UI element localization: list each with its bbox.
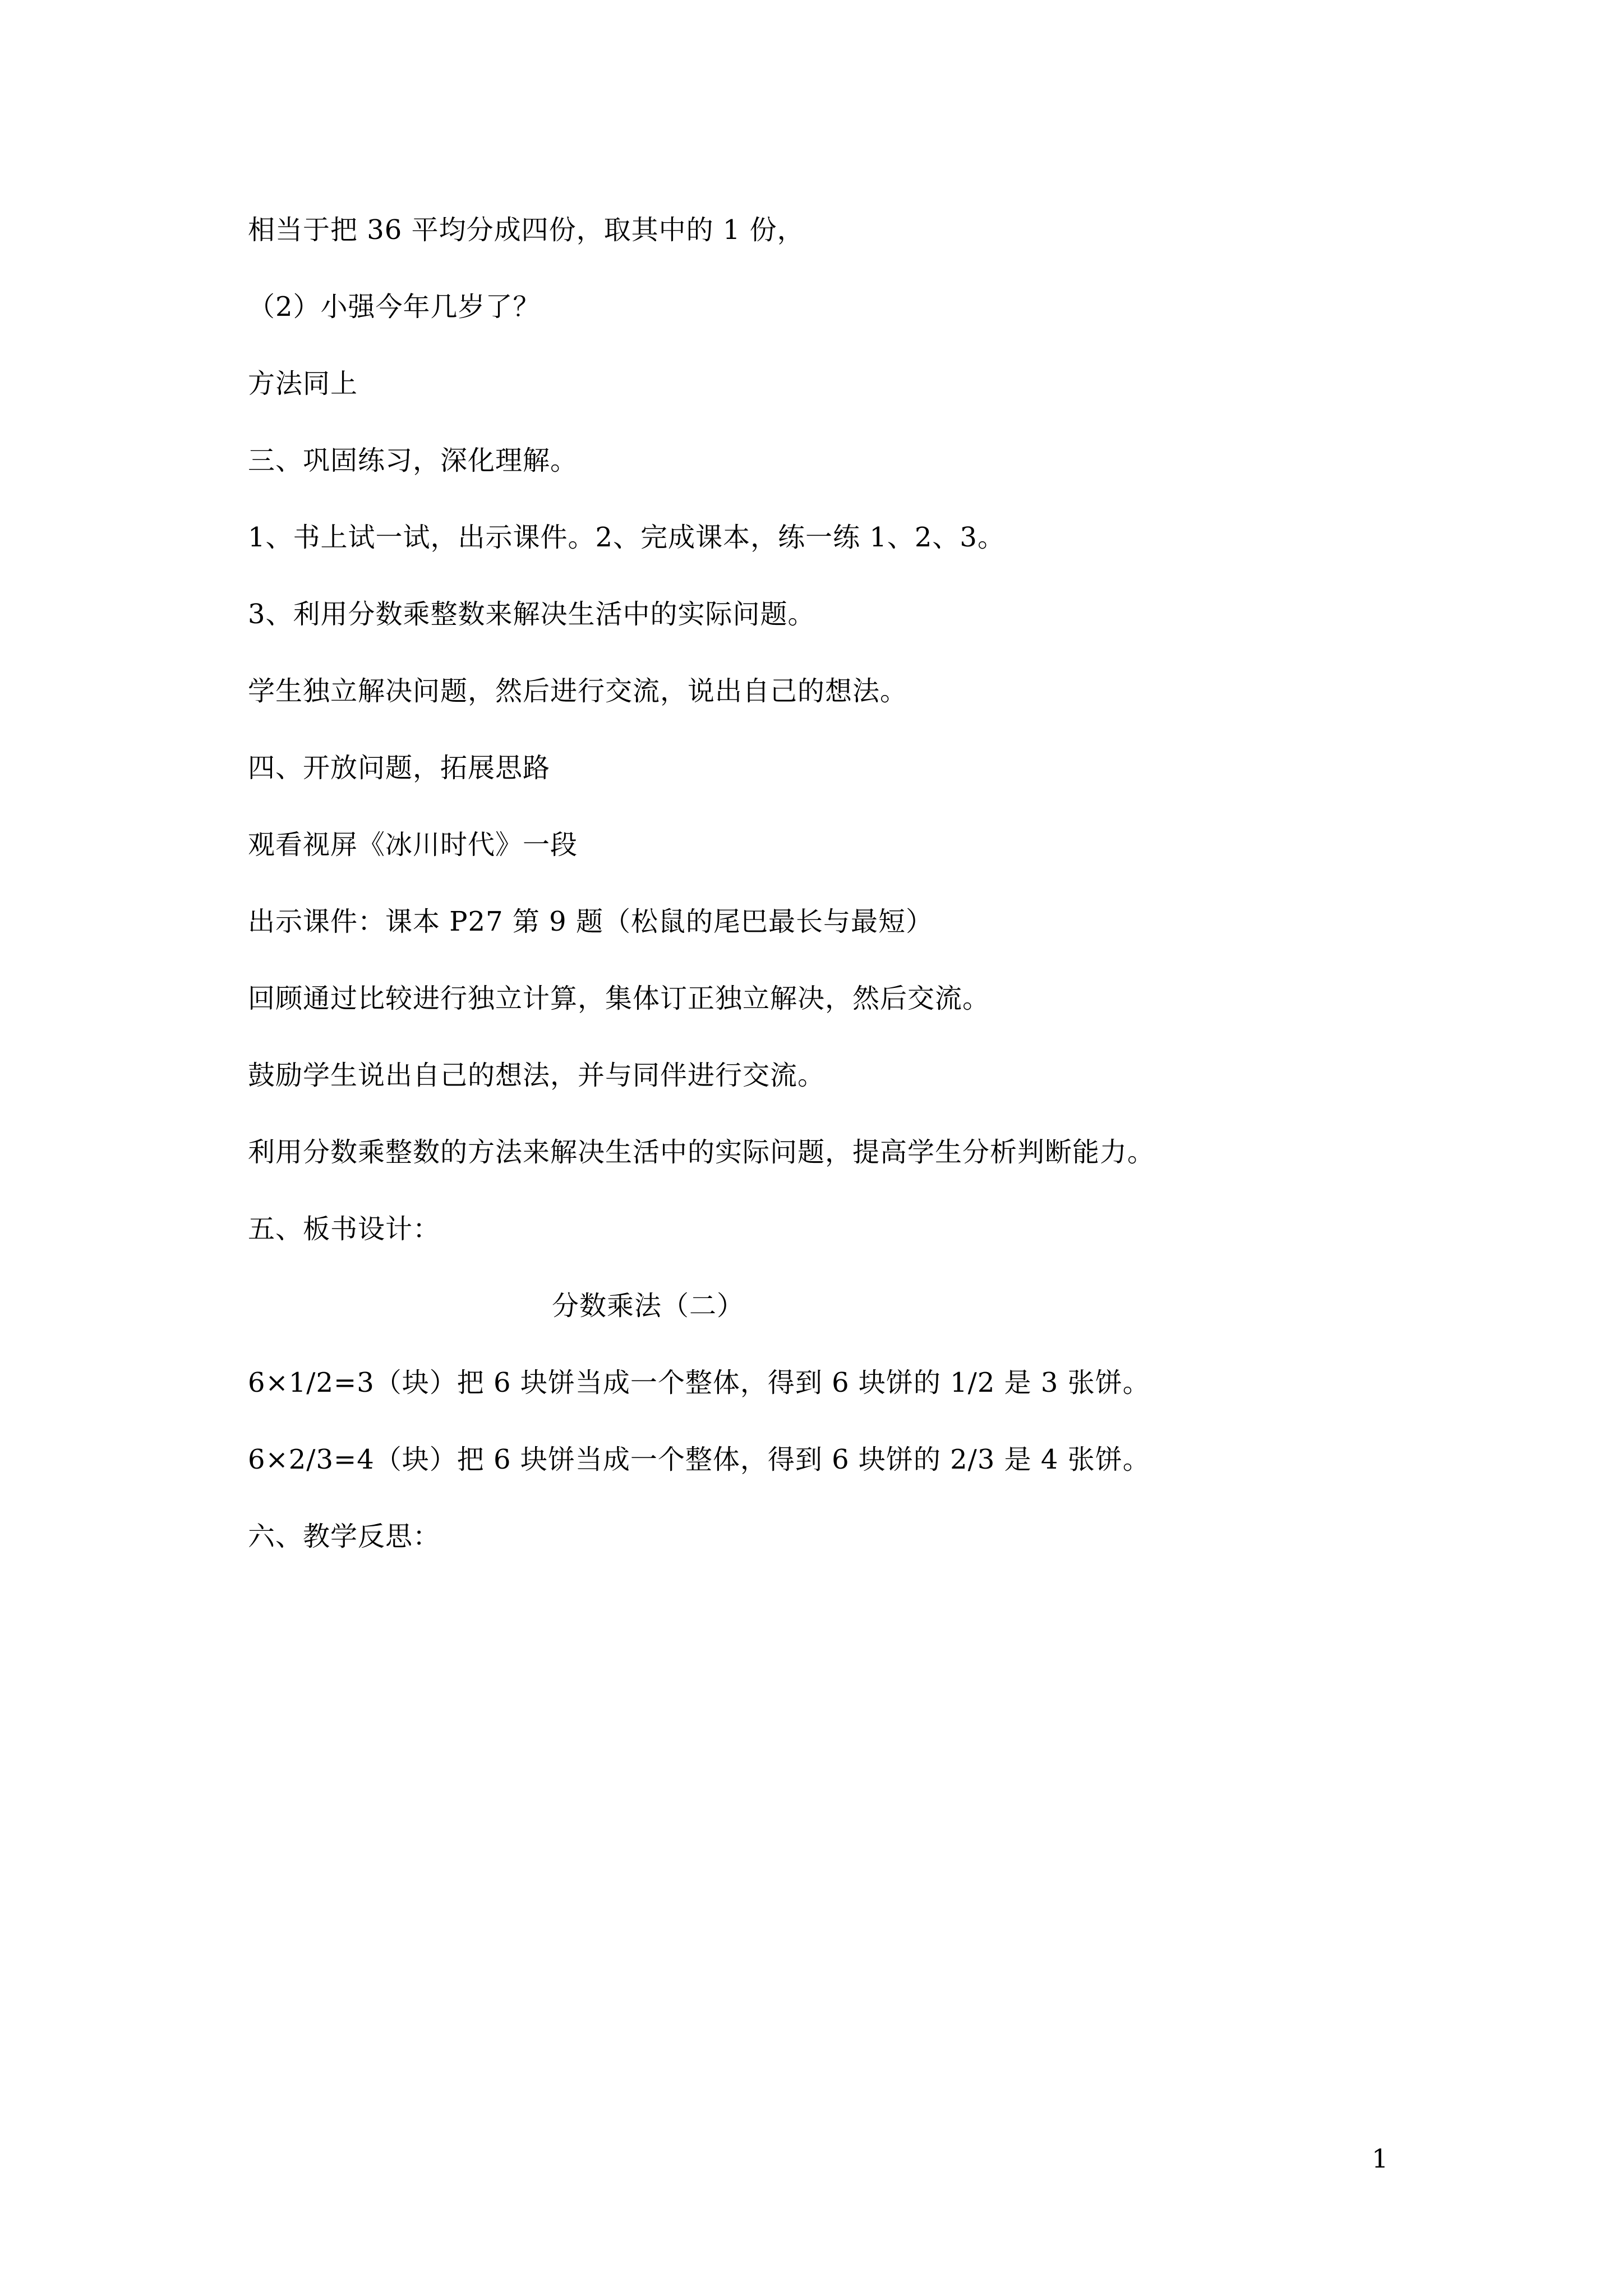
paragraph: 出示课件：课本 P27 第 9 题（松鼠的尾巴最长与最短） [248, 906, 933, 937]
page-number: 1 [1372, 2143, 1389, 2174]
paragraph: 相当于把 36 平均分成四份，取其中的 1 份， [248, 214, 805, 246]
paragraph: 利用分数乘整数的方法来解决生活中的实际问题，提高学生分析判断能力。 [248, 1137, 1155, 1168]
paragraph: 3、利用分数乘整数来解决生活中的实际问题。 [248, 599, 815, 630]
paragraph: 鼓励学生说出自己的想法，并与同伴进行交流。 [248, 1060, 826, 1091]
board-title: 分数乘法（二） [552, 1290, 745, 1322]
paragraph: 学生独立解决问题，然后进行交流，说出自己的想法。 [248, 675, 908, 707]
paragraph: 回顾通过比较进行独立计算，集体订正独立解决，然后交流。 [248, 983, 990, 1014]
section-heading: 三、巩固练习，深化理解。 [248, 445, 578, 476]
section-heading: 四、开放问题，拓展思路 [248, 752, 551, 784]
section-heading: 五、板书设计： [248, 1213, 441, 1245]
paragraph: （2）小强今年几岁了？ [248, 291, 541, 323]
board-line: 6×1/2=3（块）把 6 块饼当成一个整体，得到 6 块饼的 1/2 是 3 张饼。 [248, 1367, 1150, 1398]
paragraph: 观看视屏《冰川时代》一段 [248, 829, 578, 861]
paragraph: 方法同上 [248, 368, 358, 399]
board-line: 6×2/3=4（块）把 6 块饼当成一个整体，得到 6 块饼的 2/3 是 4 张饼。 [248, 1444, 1150, 1475]
paragraph: 1、书上试一试，出示课件。2、完成课本，练一练 1、2、3。 [248, 522, 1005, 553]
section-heading: 六、教学反思： [248, 1521, 441, 1552]
